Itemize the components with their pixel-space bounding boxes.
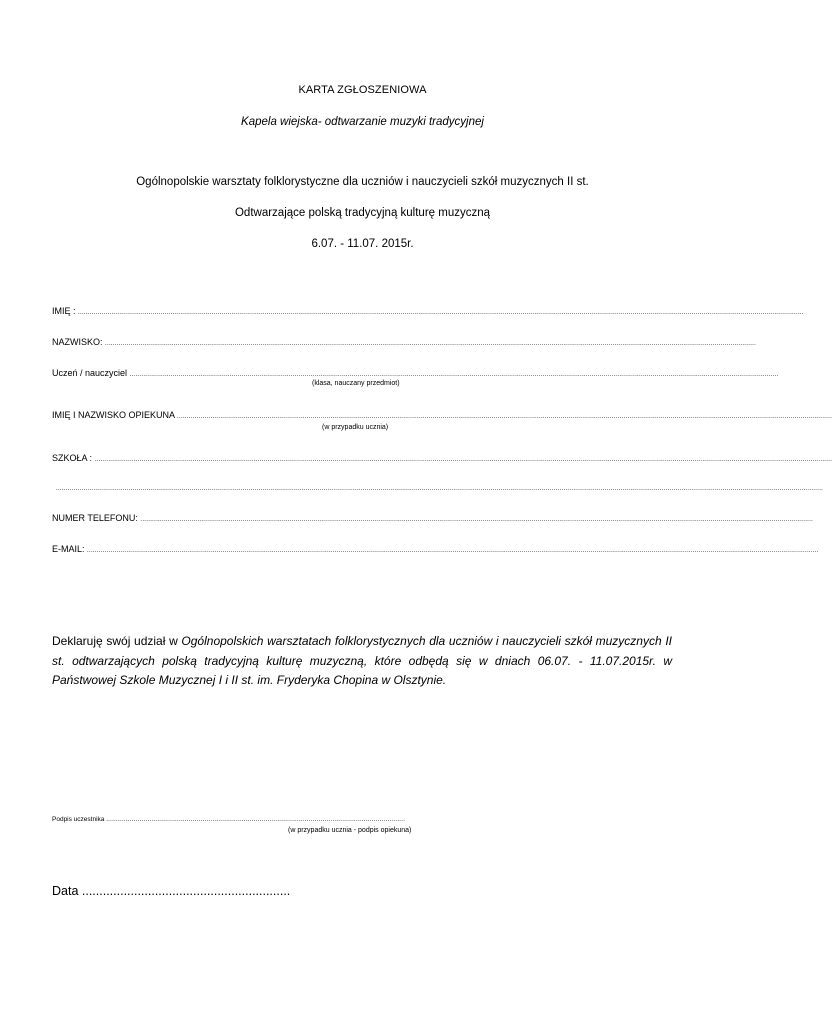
role-hint: (klasa, nauczany przedmiot) [312,380,400,387]
school-label: SZKOŁA : [52,453,93,463]
date-dotted-line: ............................................................ [81,884,291,898]
role-label: Uczeń / nauczyciel [52,368,128,378]
role-field[interactable] [52,368,779,378]
date-label: Data [52,884,79,898]
form-title: KARTA ZGŁOSZENIOWA [298,84,427,96]
signature-field[interactable] [52,816,405,823]
school-second-line[interactable] [56,482,824,492]
event-description: Ogólnopolskie warsztaty folklorystyczne dla uczniów i nauczycieli szkół muzycznych II st. [136,176,589,188]
email-field[interactable] [52,544,819,554]
declaration-intro: Deklaruję swój udział w [52,634,182,648]
event-theme: Odtwarzające polską tradycyjną kulturę muzyczną [234,207,491,219]
phone-label: NUMER TELEFONU: [52,513,138,523]
email-dotted-line: .................................................................................................................................................................................................................................................................................................................................................................................... [87,548,819,554]
school-dotted-line-2: ...................................................................................................................................................................................................................................................................................................................................................................................................... [56,486,824,492]
surname-field[interactable] [52,337,757,347]
guardian-dotted-line: ............................................................................................................................................................................................................................................................................................................................................. [177,414,832,420]
phone-dotted-line: ...................................................................................................................................................................................................................................................................................................................................................... [140,517,814,523]
role-dotted-line: .......................................................................................................................................................................................................................................................................................................................................... [129,372,779,378]
email-label: E-MAIL: [52,544,85,554]
surname-dotted-line: ........................................................................................................................................................................................................................................................................................................................................... [105,341,757,347]
form-subtitle: Kapela wiejska- odtwarzanie muzyki tradycyjnej [241,116,484,128]
guardian-hint: (w przypadku ucznia) [322,424,389,431]
guardian-label: IMIĘ I NAZWISKO OPIEKUNA [52,410,175,420]
signature-label: Podpis uczestnika [52,816,105,823]
guardian-field[interactable] [52,410,832,420]
name-field[interactable] [52,306,804,316]
school-field[interactable] [52,453,832,463]
signature-dotted-line: ........................................................................................................................................................ [106,817,406,823]
date-field[interactable] [52,884,290,898]
declaration-paragraph [52,632,672,691]
phone-field[interactable] [52,513,814,523]
school-dotted-line: ....................................................................................................................................................................................................................................................................................................................................................................................... [94,457,832,463]
surname-label: NAZWISKO: [52,337,103,347]
name-label: IMIĘ : [52,306,76,316]
event-dates: 6.07. - 11.07. 2015r. [311,238,414,250]
name-dotted-line: ................................................................................................................................................................................................................................................................................................................................................................................. [78,310,804,316]
declaration-event: Ogólnopolskich warsztatach folklorystycznych dla uczniów i nauczycieli szkół muzycznych II st. odtwarzających polską tradycyjną kulturę muzyczną, które odbędą się w dniach 06.07. - 11.07.2015r. w Państwowej Szkole Muzycznej I i II st. im. Fryderyka Chopina w Olsztynie. [52,634,672,687]
signature-hint: (w przypadku ucznia - podpis opiekuna) [288,827,412,834]
